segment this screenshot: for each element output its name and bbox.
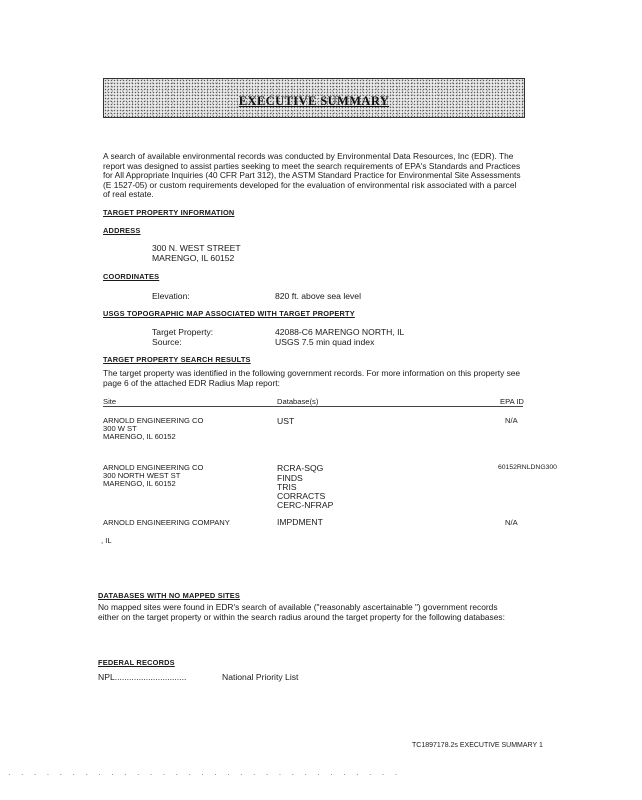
- database-value: RCRA-SQG: [277, 463, 324, 473]
- databases-paragraph: No mapped sites were found in EDR's search of available ("reasonably ascertainable ") government records either on the target property or within the search radius around the target property for the following databases:: [98, 602, 505, 622]
- npl-value: National Priority List: [222, 672, 299, 682]
- database-value: UST: [277, 416, 295, 426]
- intro-paragraph: A search of available environmental records was conducted by Environmental Data Resources, Inc (EDR). The report was designed to assist parties seeking to meet the search requirements of EPA's Standards and Practices for All Appropriate Inquiries (40 CFR Part 312), the ASTM Standard Practice for Environmental Site Assessments (E 1527-05) or custom requirements developed for the evaluation of environmental risk associated with a parcel of real estate.: [103, 151, 521, 200]
- site-address-2: MARENGO, IL 60152: [103, 432, 176, 441]
- page-footer: TC1897178.2s EXECUTIVE SUMMARY 1: [412, 742, 543, 749]
- page-title: EXECUTIVE SUMMARY: [238, 94, 390, 108]
- database-value: IMPDMENT: [277, 517, 323, 527]
- address-line-2: MARENGO, IL 60152: [152, 253, 235, 263]
- address-line-1: 300 N. WEST STREET: [152, 243, 241, 253]
- epa-id-value: N/A: [505, 416, 518, 425]
- header-banner: [103, 78, 525, 118]
- address-heading: ADDRESS: [103, 226, 141, 235]
- table-header-rule: [103, 406, 523, 407]
- target-property-label: Target Property:: [152, 327, 214, 337]
- target-property-heading: TARGET PROPERTY INFORMATION: [103, 208, 235, 217]
- elevation-value: 820 ft. above sea level: [275, 291, 361, 301]
- database-value: FINDS: [277, 473, 303, 483]
- site-address-1: , IL: [101, 536, 112, 545]
- search-results-heading: TARGET PROPERTY SEARCH RESULTS: [103, 355, 251, 364]
- npl-label: NPL..............................: [98, 672, 187, 682]
- site-address-1: 300 NORTH WEST ST: [103, 471, 181, 480]
- site-name: ARNOLD ENGINEERING COMPANY: [103, 518, 230, 527]
- column-header-database: Database(s): [277, 397, 319, 406]
- databases-heading: DATABASES WITH NO MAPPED SITES: [98, 591, 241, 600]
- column-header-site: Site: [103, 397, 117, 406]
- usgs-heading: USGS TOPOGRAPHIC MAP ASSOCIATED WITH TARGET PROPERTY: [103, 309, 355, 318]
- database-value: TRIS: [277, 482, 297, 492]
- site-name: ARNOLD ENGINEERING CO: [103, 416, 204, 425]
- scan-artifact-dots: · · · · · · · · · · · · · · · · · · · · · · · · · · · · · · ·: [8, 770, 402, 779]
- search-results-paragraph: The target property was identified in the following government records. For more information on this property see page 6 of the attached EDR Radius Map report:: [103, 368, 521, 388]
- site-name: ARNOLD ENGINEERING CO: [103, 463, 204, 472]
- federal-records-heading: FEDERAL RECORDS: [98, 658, 175, 667]
- coordinates-heading: COORDINATES: [103, 272, 160, 281]
- site-address-1: 300 W ST: [103, 424, 137, 433]
- source-value: USGS 7.5 min quad index: [275, 337, 375, 347]
- source-label: Source:: [152, 337, 182, 347]
- column-header-epa-id: EPA ID: [500, 397, 524, 406]
- epa-id-value: N/A: [505, 518, 518, 527]
- epa-id-value: 60152RNLDNG300: [498, 464, 557, 471]
- elevation-label: Elevation:: [152, 291, 190, 301]
- database-value: CORRACTS: [277, 491, 326, 501]
- site-address-2: MARENGO, IL 60152: [103, 479, 176, 488]
- database-value: CERC-NFRAP: [277, 500, 334, 510]
- target-property-value: 42088-C6 MARENGO NORTH, IL: [275, 327, 405, 337]
